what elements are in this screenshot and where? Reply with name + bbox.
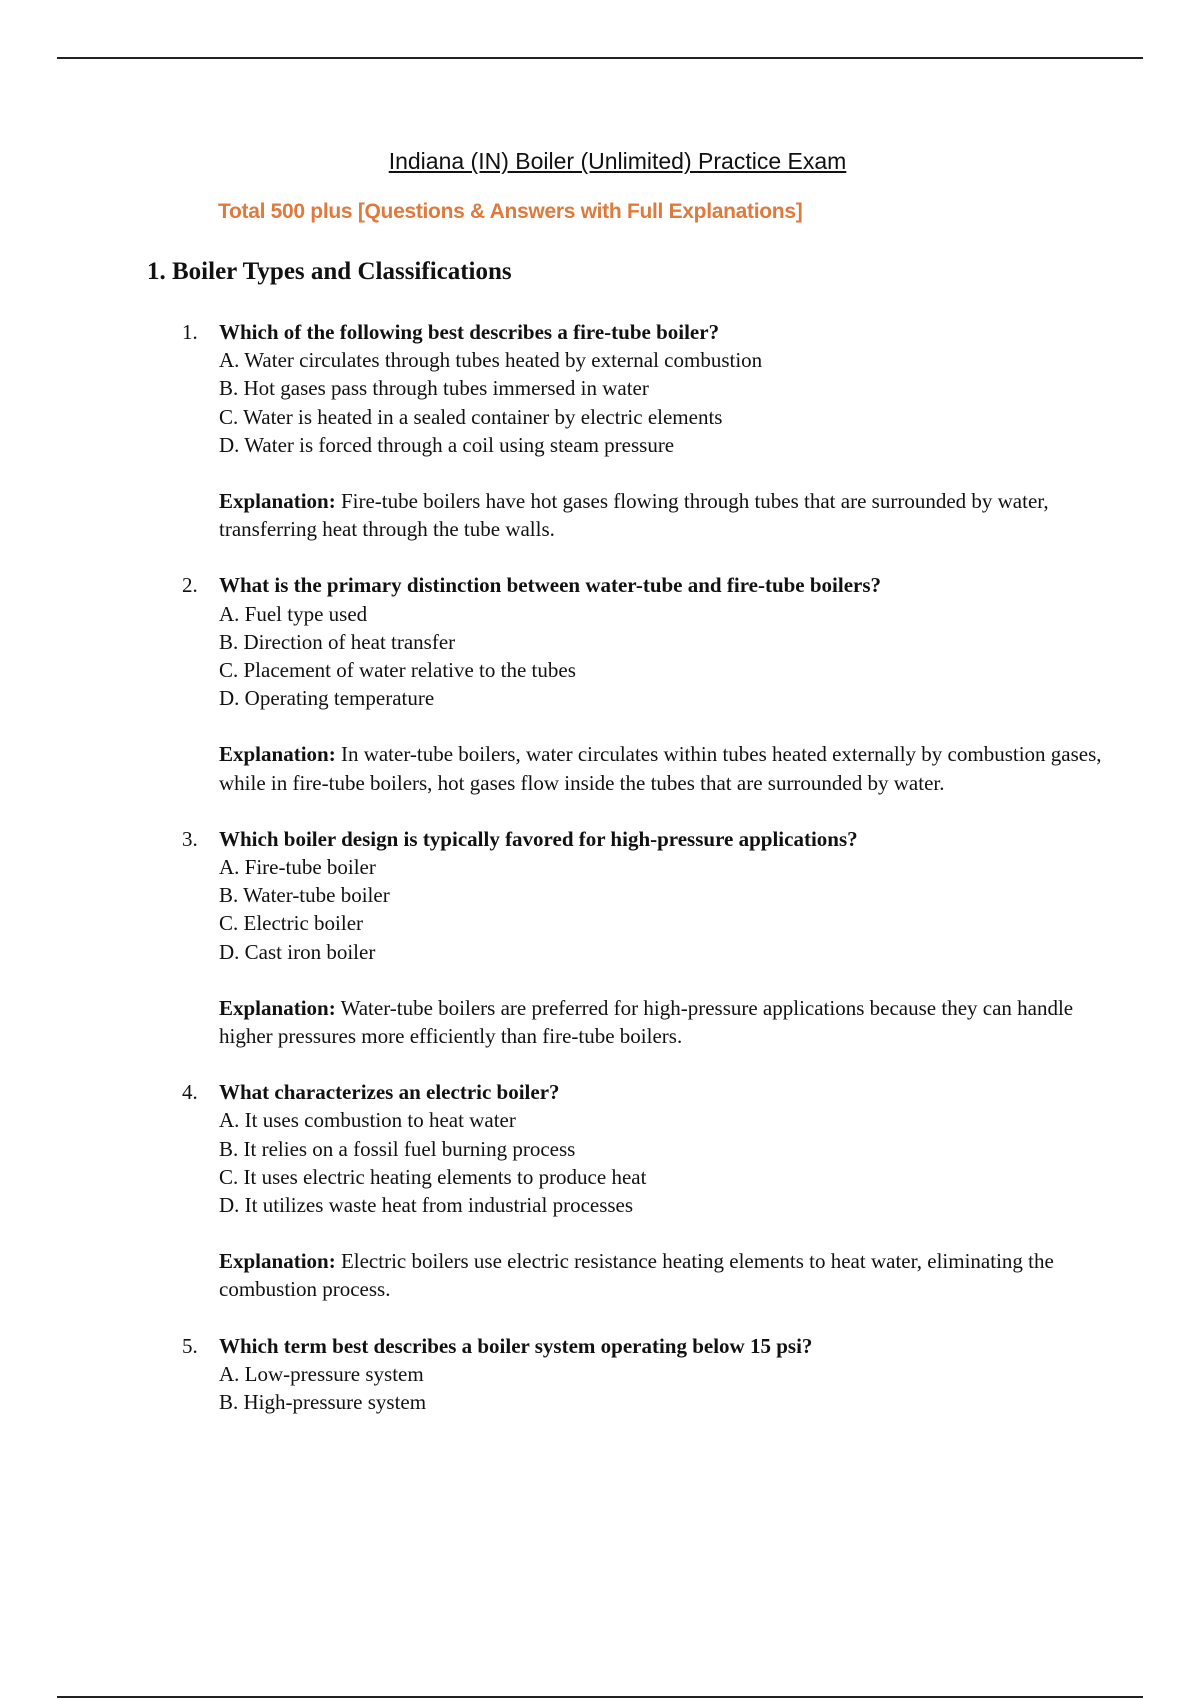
question-text: Which term best describes a boiler system operating below 15 psi? xyxy=(219,1333,813,1358)
answer-option: A. Water circulates through tubes heated by external combustion xyxy=(219,348,763,373)
answer-option: D. Cast iron boiler xyxy=(219,939,376,964)
document-subtitle: Total 500 plus [Questions & Answers with Full Explanations] xyxy=(218,200,803,223)
answer-option: C. It uses electric heating elements to produce heat xyxy=(219,1164,647,1189)
answer-option: D. It utilizes waste heat from industrial processes xyxy=(219,1193,634,1218)
question-text: What characterizes an electric boiler? xyxy=(219,1080,560,1105)
question-number: 4. xyxy=(182,1080,198,1105)
explanation xyxy=(219,1247,1102,1303)
question-number: 1. xyxy=(182,320,198,344)
section-heading: 1. Boiler Types and Classifications xyxy=(147,258,512,285)
explanation-label: Explanation: xyxy=(219,1249,336,1274)
answer-option: A. Fuel type used xyxy=(219,601,368,626)
explanation xyxy=(219,994,1102,1050)
answer-option: B. High-pressure system xyxy=(219,1390,427,1415)
question-item xyxy=(182,825,1102,1050)
question-number: 5. xyxy=(182,1333,198,1358)
question-number: 2. xyxy=(182,573,198,598)
answer-option: D. Operating temperature xyxy=(219,686,435,711)
explanation xyxy=(219,487,1102,543)
answer-option: B. Hot gases pass through tubes immersed in water xyxy=(219,376,649,401)
question-number: 3. xyxy=(182,826,198,851)
question-text: Which boiler design is typically favored for high-pressure applications? xyxy=(219,826,858,851)
explanation-label: Explanation: xyxy=(219,995,336,1020)
explanation-text: Electric boilers use electric resistance heating elements to heat water, eliminating the combustion process. xyxy=(219,1249,1054,1302)
header-rule xyxy=(57,57,1143,59)
explanation-text: In water-tube boilers, water circulates within tubes heated externally by combustion gases, while in fire-tube boilers, hot gases flow inside the tubes that are surrounded by water. xyxy=(219,742,1102,795)
answer-option: B. It relies on a fossil fuel burning process xyxy=(219,1136,576,1161)
answer-option: C. Placement of water relative to the tubes xyxy=(219,658,576,683)
document-title: Indiana (IN) Boiler (Unlimited) Practice Exam xyxy=(388,148,847,174)
answer-option: D. Water is forced through a coil using steam pressure xyxy=(219,432,675,457)
explanation-label: Explanation: xyxy=(219,489,336,514)
answer-option: A. Low-pressure system xyxy=(219,1361,424,1386)
question-item xyxy=(182,1078,1102,1303)
explanation-label: Explanation: xyxy=(219,742,336,767)
footer-rule xyxy=(57,1696,1143,1698)
question-item xyxy=(182,318,1102,543)
question-text: Which of the following best describes a fire-tube boiler? xyxy=(219,320,720,344)
answer-option: B. Direction of heat transfer xyxy=(219,629,456,654)
explanation xyxy=(219,740,1102,796)
question-text: What is the primary distinction between water-tube and fire-tube boilers? xyxy=(219,573,882,598)
answer-option: A. It uses combustion to heat water xyxy=(219,1108,516,1133)
answer-option: B. Water-tube boiler xyxy=(219,883,390,908)
answer-option: C. Electric boiler xyxy=(219,911,364,936)
explanation-text: Water-tube boilers are preferred for high-pressure applications because they can handle higher pressures more efficiently than fire-tube boilers. xyxy=(219,995,1074,1049)
answer-option: A. Fire-tube boiler xyxy=(219,855,376,880)
question-item xyxy=(182,1332,1102,1417)
question-list xyxy=(182,318,1102,1444)
explanation-text: Fire-tube boilers have hot gases flowing through tubes that are surrounded by water, transferring heat through the tube walls. xyxy=(219,489,1049,542)
question-item xyxy=(182,571,1102,796)
answer-option: C. Water is heated in a sealed container by electric elements xyxy=(219,404,723,429)
